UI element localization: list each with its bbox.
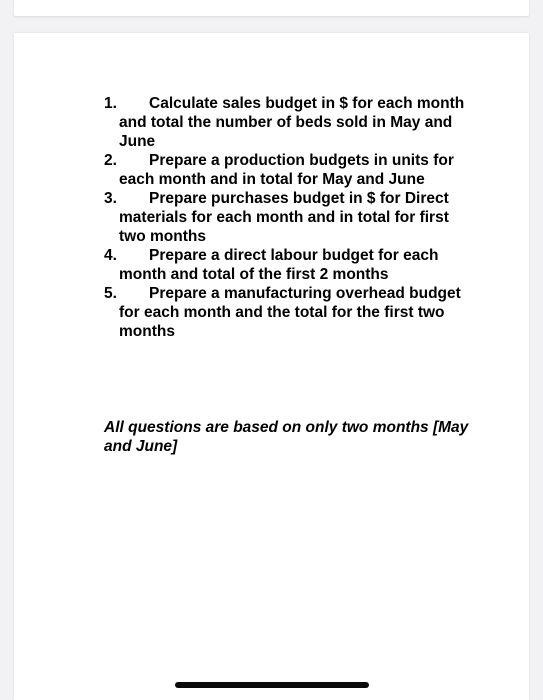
question-item-2 [104, 151, 474, 189]
assumption-note: All questions are based on only two months [May and June] [104, 419, 469, 455]
question-number: 3. [104, 190, 117, 207]
question-item-4 [104, 246, 474, 284]
question-text: Prepare a direct labour budget for each month and total of the first 2 months [119, 247, 439, 283]
question-number: 4. [104, 247, 117, 264]
question-number: 2. [104, 152, 117, 169]
question-text: Prepare a production budgets in units for each month and in total for May and June [119, 152, 454, 188]
question-item-3 [104, 189, 474, 246]
previous-card [14, 0, 529, 16]
question-text: Prepare a manufacturing overhead budget for each month and the total for the first two months [119, 285, 461, 340]
home-indicator[interactable] [175, 682, 369, 688]
question-item-1 [104, 94, 474, 151]
question-item-5 [104, 284, 474, 341]
question-text: Prepare purchases budget in $ for Direct materials for each month and in total for first two months [119, 190, 449, 245]
question-number: 1. [104, 95, 117, 112]
question-list [104, 94, 474, 341]
question-text: Calculate sales budget in $ for each month and total the number of beds sold in May and June [119, 95, 465, 150]
question-number: 5. [104, 285, 117, 302]
